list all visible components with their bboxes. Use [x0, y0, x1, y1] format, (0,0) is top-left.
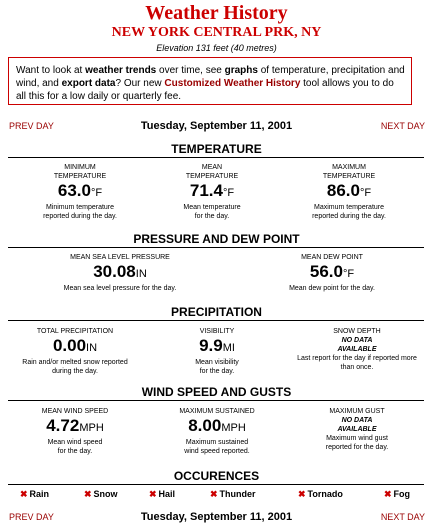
metric-label: MAXIMUM — [332, 164, 366, 171]
sea-level-pressure-value: 30.08IN — [93, 262, 147, 281]
promo-text: tool allows you to do all this for a low daily or quarterly fee. — [16, 78, 394, 102]
section-divider — [8, 484, 424, 485]
dew-point-value: 56.0°F — [309, 262, 355, 281]
metric-description: for the day. — [57, 448, 93, 455]
mean-temperature-cell — [152, 163, 272, 221]
metric-description: Maximum temperature — [313, 204, 385, 211]
metric-label: VISIBILITY — [199, 328, 235, 335]
next-day-link[interactable]: NEXT DAY — [380, 121, 425, 131]
not-occurred-icon: ✖ — [384, 489, 392, 499]
prev-day-link[interactable]: PREV DAY — [9, 512, 54, 522]
unit-label: °F — [342, 268, 355, 280]
metric-description: Mean wind speed — [47, 439, 103, 446]
not-occurred-icon: ✖ — [149, 489, 157, 499]
metric-label: MINIMUM — [64, 164, 96, 171]
section-divider — [8, 157, 424, 158]
metric-description: for the day. — [194, 213, 230, 220]
mean-temperature-value: 71.4°F — [189, 181, 235, 200]
total-precipitation-value: 0.00IN — [52, 336, 98, 355]
not-occurred-icon: ✖ — [84, 489, 92, 499]
metric-label: MEAN DEW POINT — [301, 254, 363, 261]
metric-description: Maximum sustained — [185, 439, 249, 446]
not-occurred-icon: ✖ — [20, 489, 28, 499]
unit-label: °F — [359, 187, 372, 199]
metric-description: during the day. — [52, 368, 98, 375]
prev-day-link[interactable]: PREV DAY — [9, 121, 54, 131]
date-nav-top — [0, 119, 433, 133]
dew-point-cell — [252, 253, 412, 293]
occurence-thunder: ✖ Thunder — [210, 489, 256, 499]
promo-text: over time, see — [156, 65, 225, 76]
metric-label: MAXIMUM SUSTAINED — [179, 408, 255, 415]
total-precipitation-cell — [10, 327, 140, 376]
metric-description: Maximum wind gust — [326, 435, 388, 442]
max-sustained-wind-cell — [152, 407, 282, 456]
metric-description: Last report for the day if reported more — [297, 355, 417, 362]
promo-box — [8, 57, 412, 105]
station-name: NEW YORK CENTRAL PRK, NY — [111, 25, 322, 40]
metric-label: TEMPERATURE — [185, 173, 239, 180]
max-sustained-wind-value: 8.00MPH — [188, 416, 246, 435]
occurence-hail: ✖ Hail — [149, 489, 176, 499]
not-occurred-icon: ✖ — [210, 489, 218, 499]
no-data-text: AVAILABLE — [337, 426, 377, 433]
promo-text: of temperature, precipitation and wind, and — [16, 65, 405, 89]
metric-label: TEMPERATURE — [322, 173, 376, 180]
date-label: Tuesday, September 11, 2001 — [140, 120, 293, 132]
elevation-text: Elevation 131 feet (40 metres) — [156, 43, 277, 53]
metric-label: TEMPERATURE — [53, 173, 107, 180]
metric-description: Mean temperature — [183, 204, 241, 211]
unit-label: °F — [90, 187, 103, 199]
max-gust-cell — [292, 407, 422, 452]
not-occurred-icon: ✖ — [298, 489, 306, 499]
metric-description: Rain and/or melted snow reported — [22, 359, 128, 366]
max-temperature-value: 86.0°F — [326, 181, 372, 200]
section-divider — [8, 400, 424, 401]
min-temperature-cell — [20, 163, 140, 221]
metric-description: wind speed reported. — [184, 448, 250, 455]
promo-emphasis: weather trends — [85, 65, 157, 76]
unit-label: MI — [222, 342, 235, 354]
section-title-wind: WIND SPEED AND GUSTS — [141, 385, 292, 399]
promo-text: Want to look at — [16, 65, 86, 76]
promo-emphasis: graphs — [224, 65, 258, 76]
unit-label: IN — [86, 342, 98, 354]
occurence-rain: ✖ Rain — [20, 489, 50, 499]
metric-label: TOTAL PRECIPITATION — [36, 328, 114, 335]
unit-label: IN — [135, 268, 147, 280]
max-temperature-cell — [289, 163, 409, 221]
section-title-temperature: TEMPERATURE — [171, 142, 262, 156]
page-title: Weather History — [145, 2, 288, 24]
customized-weather-history-link[interactable]: Customized Weather History — [164, 78, 301, 89]
metric-description: Mean visibility — [195, 359, 239, 366]
next-day-link[interactable]: NEXT DAY — [380, 512, 425, 522]
metric-description: Mean dew point for the day. — [289, 285, 375, 292]
metric-description: reported for the day. — [325, 444, 389, 451]
visibility-cell — [152, 327, 282, 376]
metric-description: Minimum temperature — [45, 204, 115, 211]
metric-description: reported during the day. — [43, 213, 117, 220]
metric-label: MAXIMUM GUST — [329, 408, 385, 415]
section-divider — [8, 247, 424, 248]
no-data-text: AVAILABLE — [337, 346, 377, 353]
promo-emphasis: export data — [61, 78, 116, 89]
no-data-text: NO DATA — [341, 417, 373, 424]
min-temperature-value: 63.0°F — [57, 181, 103, 200]
visibility-value: 9.9MI — [199, 336, 235, 355]
metric-label: MEAN SEA LEVEL PRESSURE — [70, 254, 170, 261]
occurence-fog: ✖ Fog — [384, 489, 411, 499]
date-nav-bottom — [0, 510, 433, 524]
metric-label: SNOW DEPTH — [333, 328, 381, 335]
section-divider — [8, 320, 424, 321]
date-label: Tuesday, September 11, 2001 — [140, 511, 293, 523]
section-title-pressure: PRESSURE AND DEW POINT — [133, 232, 300, 246]
metric-description: Mean sea level pressure for the day. — [63, 285, 177, 292]
sea-level-pressure-cell — [40, 253, 200, 293]
mean-wind-speed-cell — [10, 407, 140, 456]
occurence-tornado: ✖ Tornado — [298, 489, 343, 499]
metric-description: than once. — [340, 364, 374, 371]
occurences-row — [0, 488, 433, 502]
no-data-text: NO DATA — [341, 337, 373, 344]
section-title-precipitation: PRECIPITATION — [171, 305, 262, 319]
snow-depth-cell — [282, 327, 432, 372]
promo-text: ? Our new — [115, 78, 165, 89]
metric-label: MEAN — [201, 164, 223, 171]
unit-label: MPH — [79, 422, 104, 434]
occurence-snow: ✖ Snow — [84, 489, 118, 499]
unit-label: MPH — [221, 422, 246, 434]
metric-description: reported during the day. — [312, 213, 386, 220]
unit-label: °F — [222, 187, 235, 199]
metric-label: MEAN WIND SPEED — [41, 408, 109, 415]
metric-description: for the day. — [199, 368, 235, 375]
section-title-occurences: OCCURENCES — [173, 469, 260, 483]
mean-wind-speed-value: 4.72MPH — [46, 416, 104, 435]
